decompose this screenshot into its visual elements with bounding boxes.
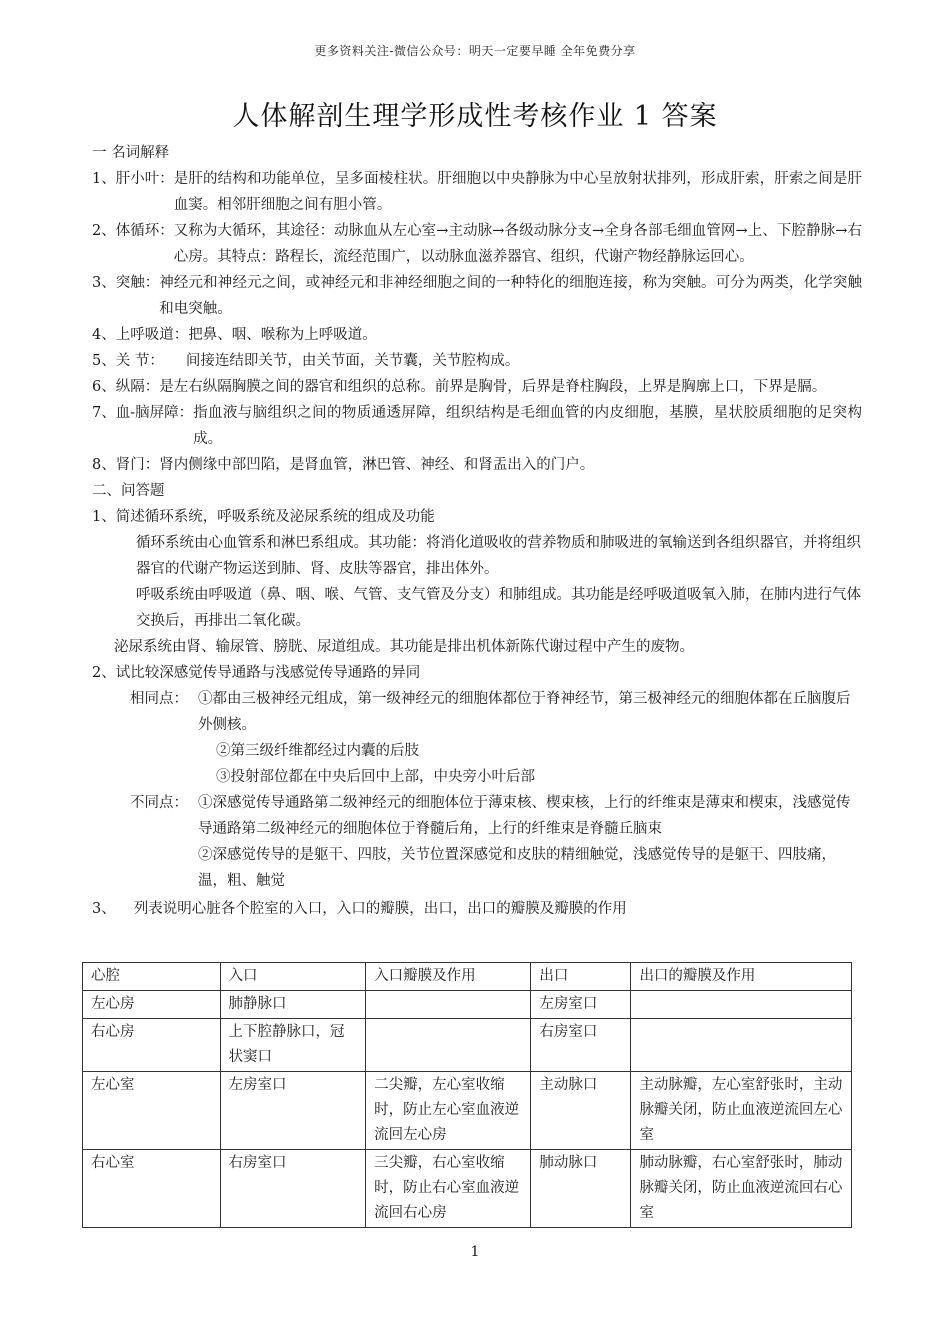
- item-term: 肝小叶：: [115, 171, 174, 187]
- table-cell: 肺静脉口: [220, 991, 366, 1019]
- section-1-heading: 一 名词解释: [92, 145, 170, 161]
- item-definition: 又称为大循环，其途径：动脉血从左心室→主动脉→各级动脉分支→全身各部毛细血管网→上、下腔静脉→右心房。其特点：路程长，流经范围广，以动脉血滋养器官、组织，代谢产物经静脉运回心。: [173, 223, 862, 265]
- item-definition: 是左右纵隔胸膜之间的器官和组织的总称。前界是胸骨，后界是脊柱胸段，上界是胸廓上口，下界是膈。: [159, 379, 827, 395]
- table-row: [83, 991, 852, 1019]
- table-cell: 左房室口: [531, 991, 631, 1019]
- table-cell: 主动脉瓣，左心室舒张时，主动脉瓣关闭，防止血液逆流回左心室: [631, 1072, 852, 1150]
- table-cell: 左心室: [83, 1072, 221, 1150]
- table-cell: 肺动脉口: [531, 1150, 631, 1228]
- table-header-cell: 入口瓣膜及作用: [366, 963, 531, 991]
- similarity-point: ③投射部位都在中央后回中上部，中央旁小叶后部: [216, 769, 535, 785]
- table-cell: 右房室口: [531, 1019, 631, 1072]
- table-header-cell: 出口的瓣膜及作用: [631, 963, 852, 991]
- table-cell: 右心室: [83, 1150, 221, 1228]
- question-text: 列表说明心脏各个腔室的入口，入口的瓣膜，出口，出口的瓣膜及瓣膜的作用: [133, 901, 627, 917]
- header-note: 更多资料关注-微信公众号：明天一定要早睡 全年免费分享: [314, 44, 636, 58]
- table-cell: 右房室口: [220, 1150, 366, 1228]
- item-definition: 指血液与脑组织之间的物质通透屏障，组织结构是毛细血管的内皮细胞，基膜，星状胶质细胞的足突构成。: [193, 405, 862, 447]
- item-term: 突触：: [115, 275, 160, 291]
- question-1: [92, 504, 862, 530]
- similarity-point: ②第三级纤维都经过内囊的后肢: [216, 743, 419, 759]
- document-body: [92, 140, 862, 922]
- item-term: 肾门：: [115, 457, 160, 473]
- item-number: 8、: [92, 457, 116, 473]
- difference-point: ①深感觉传导通路第二级神经元的细胞体位于薄束核、楔束核，上行的纤维束是薄束和楔束，浅感觉传导通路第二级神经元的细胞体位于脊髓后角，上行的纤维束是脊髓丘脑束: [198, 795, 851, 837]
- item-term: 关 节：: [115, 353, 164, 369]
- answer-text: 泌尿系统由肾、输尿管、膀胱、尿道组成。其功能是排出机体新陈代谢过程中产生的废物。: [114, 639, 694, 655]
- table-cell: 上下腔静脉口，冠状窦口: [220, 1019, 366, 1072]
- question-text: 试比较深感觉传导通路与浅感觉传导通路的异同: [115, 665, 421, 681]
- item-term: 纵隔：: [115, 379, 160, 395]
- item-number: 2、: [92, 223, 116, 239]
- item-term: 上呼吸道：: [115, 327, 189, 343]
- definition-item: [92, 270, 862, 322]
- question-number: 3、: [92, 901, 116, 917]
- table-cell: 右心房: [83, 1019, 221, 1072]
- question-number: 1、: [92, 509, 116, 525]
- question-text: 简述循环系统，呼吸系统及泌尿系统的组成及功能: [115, 509, 435, 525]
- table-row: [83, 1019, 852, 1072]
- page-number: 1: [470, 1244, 480, 1260]
- table-cell: 主动脉口: [531, 1072, 631, 1150]
- item-definition: 神经元和神经元之间，或神经元和非神经细胞之间的一种特化的细胞连接，称为突触。可分为两类，化学突触和电突触。: [159, 275, 862, 317]
- answer-text: 循环系统由心血管系和淋巴系组成。其功能：将消化道吸收的营养物质和肺吸进的氧输送到各组织器官，并将组织器官的代谢产物运送到肺、肾、皮肤等器官，排出体外。: [136, 535, 861, 577]
- table-cell: 左心房: [83, 991, 221, 1019]
- item-definition: 是肝的结构和功能单位，呈多面棱柱状。肝细胞以中央静脉为中心呈放射状排列，形成肝索，肝索之间是肝血窦。相邻肝细胞之间有胆小管。: [173, 171, 862, 213]
- question-number: 2、: [92, 665, 116, 681]
- item-number: 3、: [92, 275, 116, 291]
- definition-item: [92, 452, 862, 478]
- table-cell: 左房室口: [220, 1072, 366, 1150]
- item-definition: 间接连结即关节，由关节面，关节囊，关节腔构成。: [185, 353, 520, 369]
- definition-item: [92, 374, 862, 400]
- answer-text: 呼吸系统由呼吸道（鼻、咽、喉、气管、支气管及分支）和肺组成。其功能是经呼吸道吸氧入肺，在肺内进行气体交换后，再排出二氧化碳。: [136, 587, 861, 629]
- table-cell: [631, 1019, 852, 1072]
- table-cell: 肺动脉瓣，右心室舒张时，肺动脉瓣关闭，防止血液逆流回右心室: [631, 1150, 852, 1228]
- table-cell: [631, 991, 852, 1019]
- table-header-cell: 心腔: [83, 963, 221, 991]
- table-header-cell: 出口: [531, 963, 631, 991]
- table-row: [83, 1072, 852, 1150]
- table-cell: 三尖瓣，右心室收缩时，防止右心室血液逆流回右心房: [366, 1150, 531, 1228]
- table-header-cell: 入口: [220, 963, 366, 991]
- question-2: [92, 660, 862, 686]
- item-number: 4、: [92, 327, 116, 343]
- definition-item: [92, 218, 862, 270]
- heart-chambers-table: [82, 962, 852, 1228]
- table-header-row: [83, 963, 852, 991]
- table-row: [83, 1150, 852, 1228]
- similarity-point: ①都由三极神经元组成，第一级神经元的细胞体都位于脊神经节，第三极神经元的细胞体都在丘脑腹后外侧核。: [198, 691, 851, 733]
- item-number: 1、: [92, 171, 116, 187]
- item-definition: 肾内侧缘中部凹陷，是肾血管，淋巴管、神经、和肾盂出入的门户。: [159, 457, 595, 473]
- definition-item: [92, 400, 862, 452]
- section-2-heading: 二、问答题: [92, 483, 165, 499]
- item-term: 体循环：: [115, 223, 174, 239]
- table-cell: [366, 1019, 531, 1072]
- page-title: 人体解剖生理学形成性考核作业 1 答案: [232, 101, 718, 132]
- definition-item: [92, 322, 862, 348]
- differences-label: 不同点：: [130, 795, 188, 811]
- answer-paragraph-urinary: [114, 634, 862, 660]
- differences-block: [130, 790, 862, 894]
- definition-item: [92, 348, 862, 374]
- similarities-label: 相同点：: [130, 691, 188, 707]
- item-number: 7、: [92, 405, 116, 421]
- item-term: 血-脑屏障：: [115, 405, 194, 421]
- item-number: 5、: [92, 353, 116, 369]
- question-3: [92, 896, 862, 922]
- item-number: 6、: [92, 379, 116, 395]
- item-definition: 把鼻、咽、喉称为上呼吸道。: [188, 327, 377, 343]
- similarities-block: [130, 686, 862, 790]
- definition-item: [92, 166, 862, 218]
- table-cell: 二尖瓣，左心室收缩时，防止左心室血液逆流回左心房: [366, 1072, 531, 1150]
- table-cell: [366, 991, 531, 1019]
- answer-paragraph-circulatory: [114, 530, 862, 582]
- answer-paragraph-respiratory: [114, 582, 862, 634]
- difference-point: ②深感觉传导的是躯干、四肢，关节位置深感觉和皮肤的精细触觉，浅感觉传导的是躯干、四肢痛，温，粗、触觉: [198, 847, 836, 889]
